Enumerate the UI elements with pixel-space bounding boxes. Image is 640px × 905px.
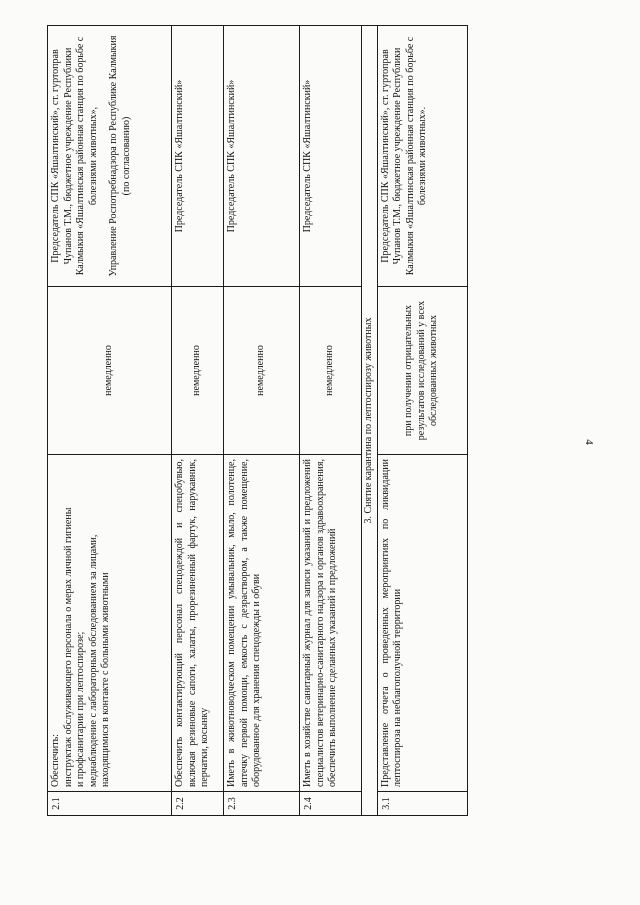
deadline: немедленно — [300, 287, 362, 455]
row-number: 3.1 — [377, 792, 467, 816]
deadline: при получении отрицательных результатов исследований у всех обследованных животных — [377, 287, 467, 455]
responsible — [48, 26, 172, 287]
responsible-part: Председатель СПК «Яшалтинский», ст. гуртоправ Чупанов Т.М., бюджетное учреждение Республики Калмыкия «Яшалтинская районная станция по борьбе с болезнями животных», — [50, 36, 99, 276]
responsible: Председатель СПК «Яшалтинский», ст. гуртоправ Чупанов Т.М., бюджетное учреждение Республики Калмыкия «Яшалтинская районная станция по борьбе с болезнями животных». — [377, 26, 467, 287]
table-row — [172, 26, 224, 816]
measure-line: Обеспечить: — [50, 734, 61, 787]
rotated-table-frame — [47, 26, 440, 816]
measure-text: Иметь в хозяйстве санитарный журнал для записи указаний и предложений специалистов ветеринарно-санитарного надзора и органов здравоохранения, обеспечить выполнение сделанных указаний и предложений — [300, 455, 362, 792]
responsible: Председатель СПК «Яшалтинский» — [224, 26, 300, 287]
measure-text: Представление отчета о проведенных мероприятиях по ликвидации лептоспироза на неблагополучной территории — [377, 455, 467, 792]
table-row — [377, 26, 467, 816]
row-number: 2.3 — [224, 792, 300, 816]
measures-table-container — [47, 26, 440, 816]
table-row — [300, 26, 362, 816]
responsible: Председатель СПК «Яшалтинский» — [172, 26, 224, 287]
measure-line: меднаблюдение с лабораторным обследованием за лицами, — [87, 534, 99, 787]
deadline: немедленно — [48, 287, 172, 455]
measure-line: находящимися в контакте с больными животными — [100, 572, 111, 787]
page-number: 4 — [582, 439, 595, 445]
row-number: 2.4 — [300, 792, 362, 816]
section-title: 3. Снятие карантина по лептоспирозу животных — [362, 26, 378, 816]
responsible-part: Управление Роспотребнадзора по Республике Калмыкия (по согласованию) — [108, 35, 132, 277]
row-number: 2.2 — [172, 792, 224, 816]
paragraph-gap — [100, 30, 108, 282]
table-row — [224, 26, 300, 816]
measure-line: инструктаж обслуживающего персонала о мерах личной гигиены — [62, 507, 74, 787]
table-row — [48, 26, 172, 816]
measure-line: и профсанитарии при лептоспирозе; — [75, 631, 86, 787]
measures-table — [47, 25, 468, 816]
measure-text: Иметь в животноводческом помещении умывальник, мыло, полотенце, аптечку первой помощи, емкость с дезраствором, а также помещение, оборудованное для хранения спецодежды и обуви — [224, 455, 300, 792]
section-header-row — [362, 26, 378, 816]
deadline: немедленно — [172, 287, 224, 455]
measure-text — [48, 455, 172, 792]
deadline: немедленно — [224, 287, 300, 455]
measure-text: Обеспечить контактирующий персонал спецодеждой и спецобувью, включая резиновые сапоги, халаты, прорезиненный фартук, нарукавник, перчатки, косынку — [172, 455, 224, 792]
row-number: 2.1 — [48, 792, 172, 816]
responsible: Председатель СПК «Яшалтинский» — [300, 26, 362, 287]
